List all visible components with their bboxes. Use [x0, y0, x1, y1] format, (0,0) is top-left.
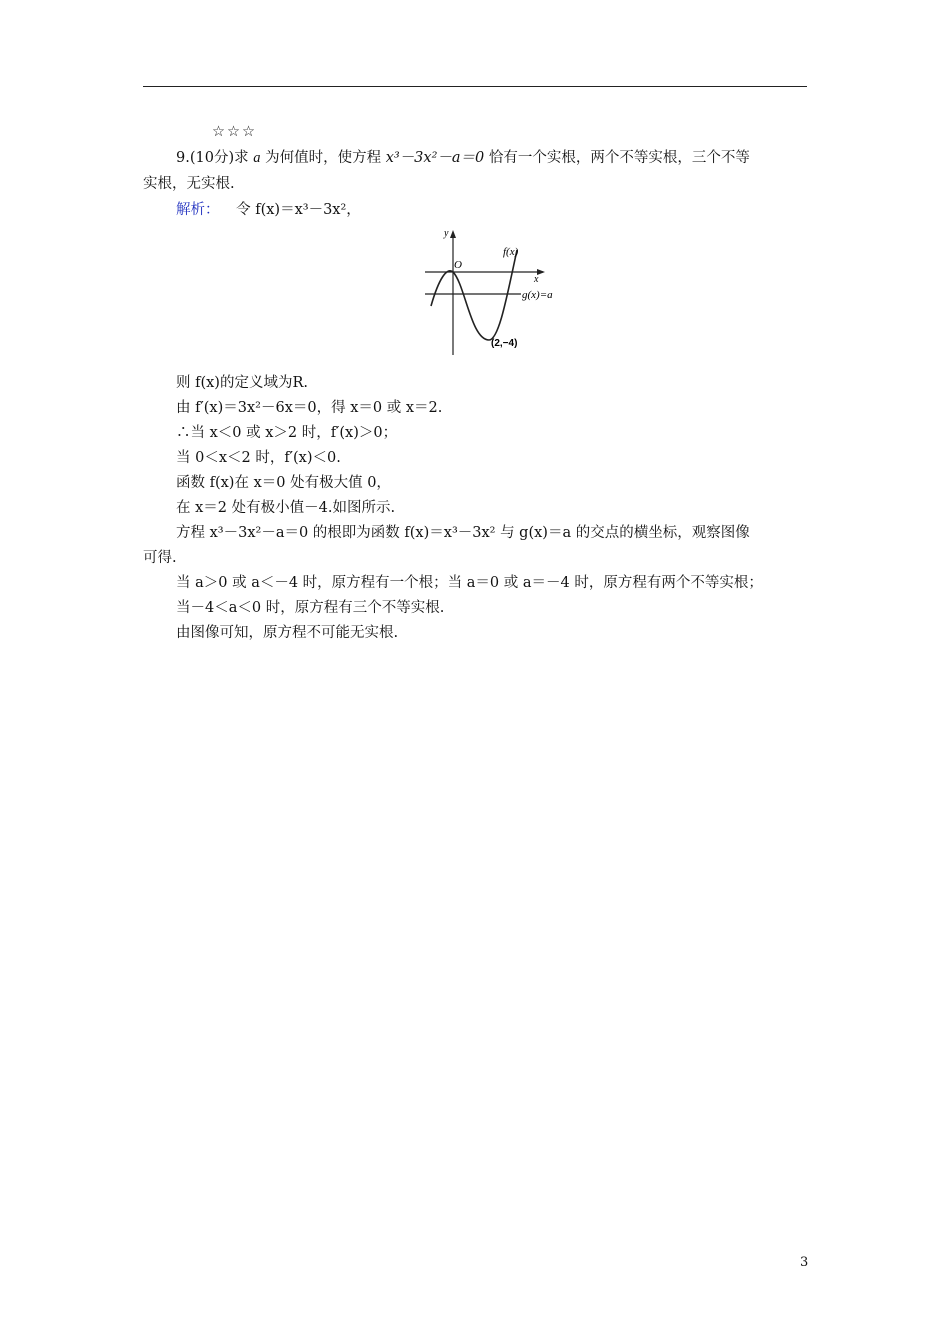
solution-step: 当－4＜a＜0 时，原方程有三个不等实根.: [176, 600, 445, 616]
header-rule: [143, 86, 807, 87]
x-axis-label: x: [534, 274, 539, 285]
solution-step: 函数 f(x)在 x＝0 处有极大值 0，: [176, 475, 391, 491]
solution-step: 可得.: [143, 550, 177, 566]
problem-points: (10分): [189, 150, 235, 166]
problem-line-2: 实根，无实根.: [143, 176, 235, 192]
solution-label: 解析：: [176, 202, 220, 218]
problem-equation: x³－3x²－a＝0: [385, 150, 485, 166]
problem-var-a: a: [253, 150, 261, 166]
min-point-label: (2,−4): [491, 338, 518, 349]
solution-step: 由 f′(x)＝3x²－6x＝0，得 x＝0 或 x＝2.: [176, 400, 443, 416]
f-label: f(x): [503, 246, 519, 258]
page-number: 3: [800, 1255, 809, 1270]
solution-step: 当 0＜x＜2 时，f′(x)＜0.: [176, 450, 341, 466]
solution-step: 则 f(x)的定义域为R.: [176, 375, 308, 391]
difficulty-stars: ☆☆☆: [212, 124, 257, 140]
solution-step: 由图像可知，原方程不可能无实根.: [176, 625, 399, 641]
y-axis-label: y: [444, 228, 449, 239]
g-label: g(x)=a: [522, 289, 553, 301]
solution-step: 方程 x³－3x²－a＝0 的根即为函数 f(x)＝x³－3x² 与 g(x)＝a 的交点的横坐标，观察图像: [176, 525, 750, 541]
function-graph: [423, 226, 563, 358]
problem-line-1: 9.(10分)求 a 为何值时，使方程 x³－3x²－a＝0 恰有一个实根，两个不等实根，三个不等: [176, 150, 750, 166]
problem-number: 9: [176, 150, 186, 166]
problem-text-1: 求: [234, 150, 254, 166]
y-axis-arrow-icon: [450, 230, 456, 238]
solution-step: ∴当 x＜0 或 x＞2 时，f′(x)＞0；: [176, 425, 398, 441]
solution-step: 在 x＝2 处有极小值－4.如图所示.: [176, 500, 396, 516]
origin-label: O: [454, 259, 462, 271]
solution-step: 当 a＞0 或 a＜－4 时，原方程有一个根；当 a＝0 或 a＝－4 时，原方程有两个不等实根；: [176, 575, 763, 591]
problem-text-3: 恰有一个实根，两个不等实根，三个不等: [484, 150, 750, 166]
problem-text-2: 为何值时，使方程: [260, 150, 386, 166]
solution-step-0: 令 f(x)＝x³－3x²，: [236, 202, 361, 218]
solution-intro: [176, 200, 361, 220]
f-curve: [431, 250, 517, 340]
